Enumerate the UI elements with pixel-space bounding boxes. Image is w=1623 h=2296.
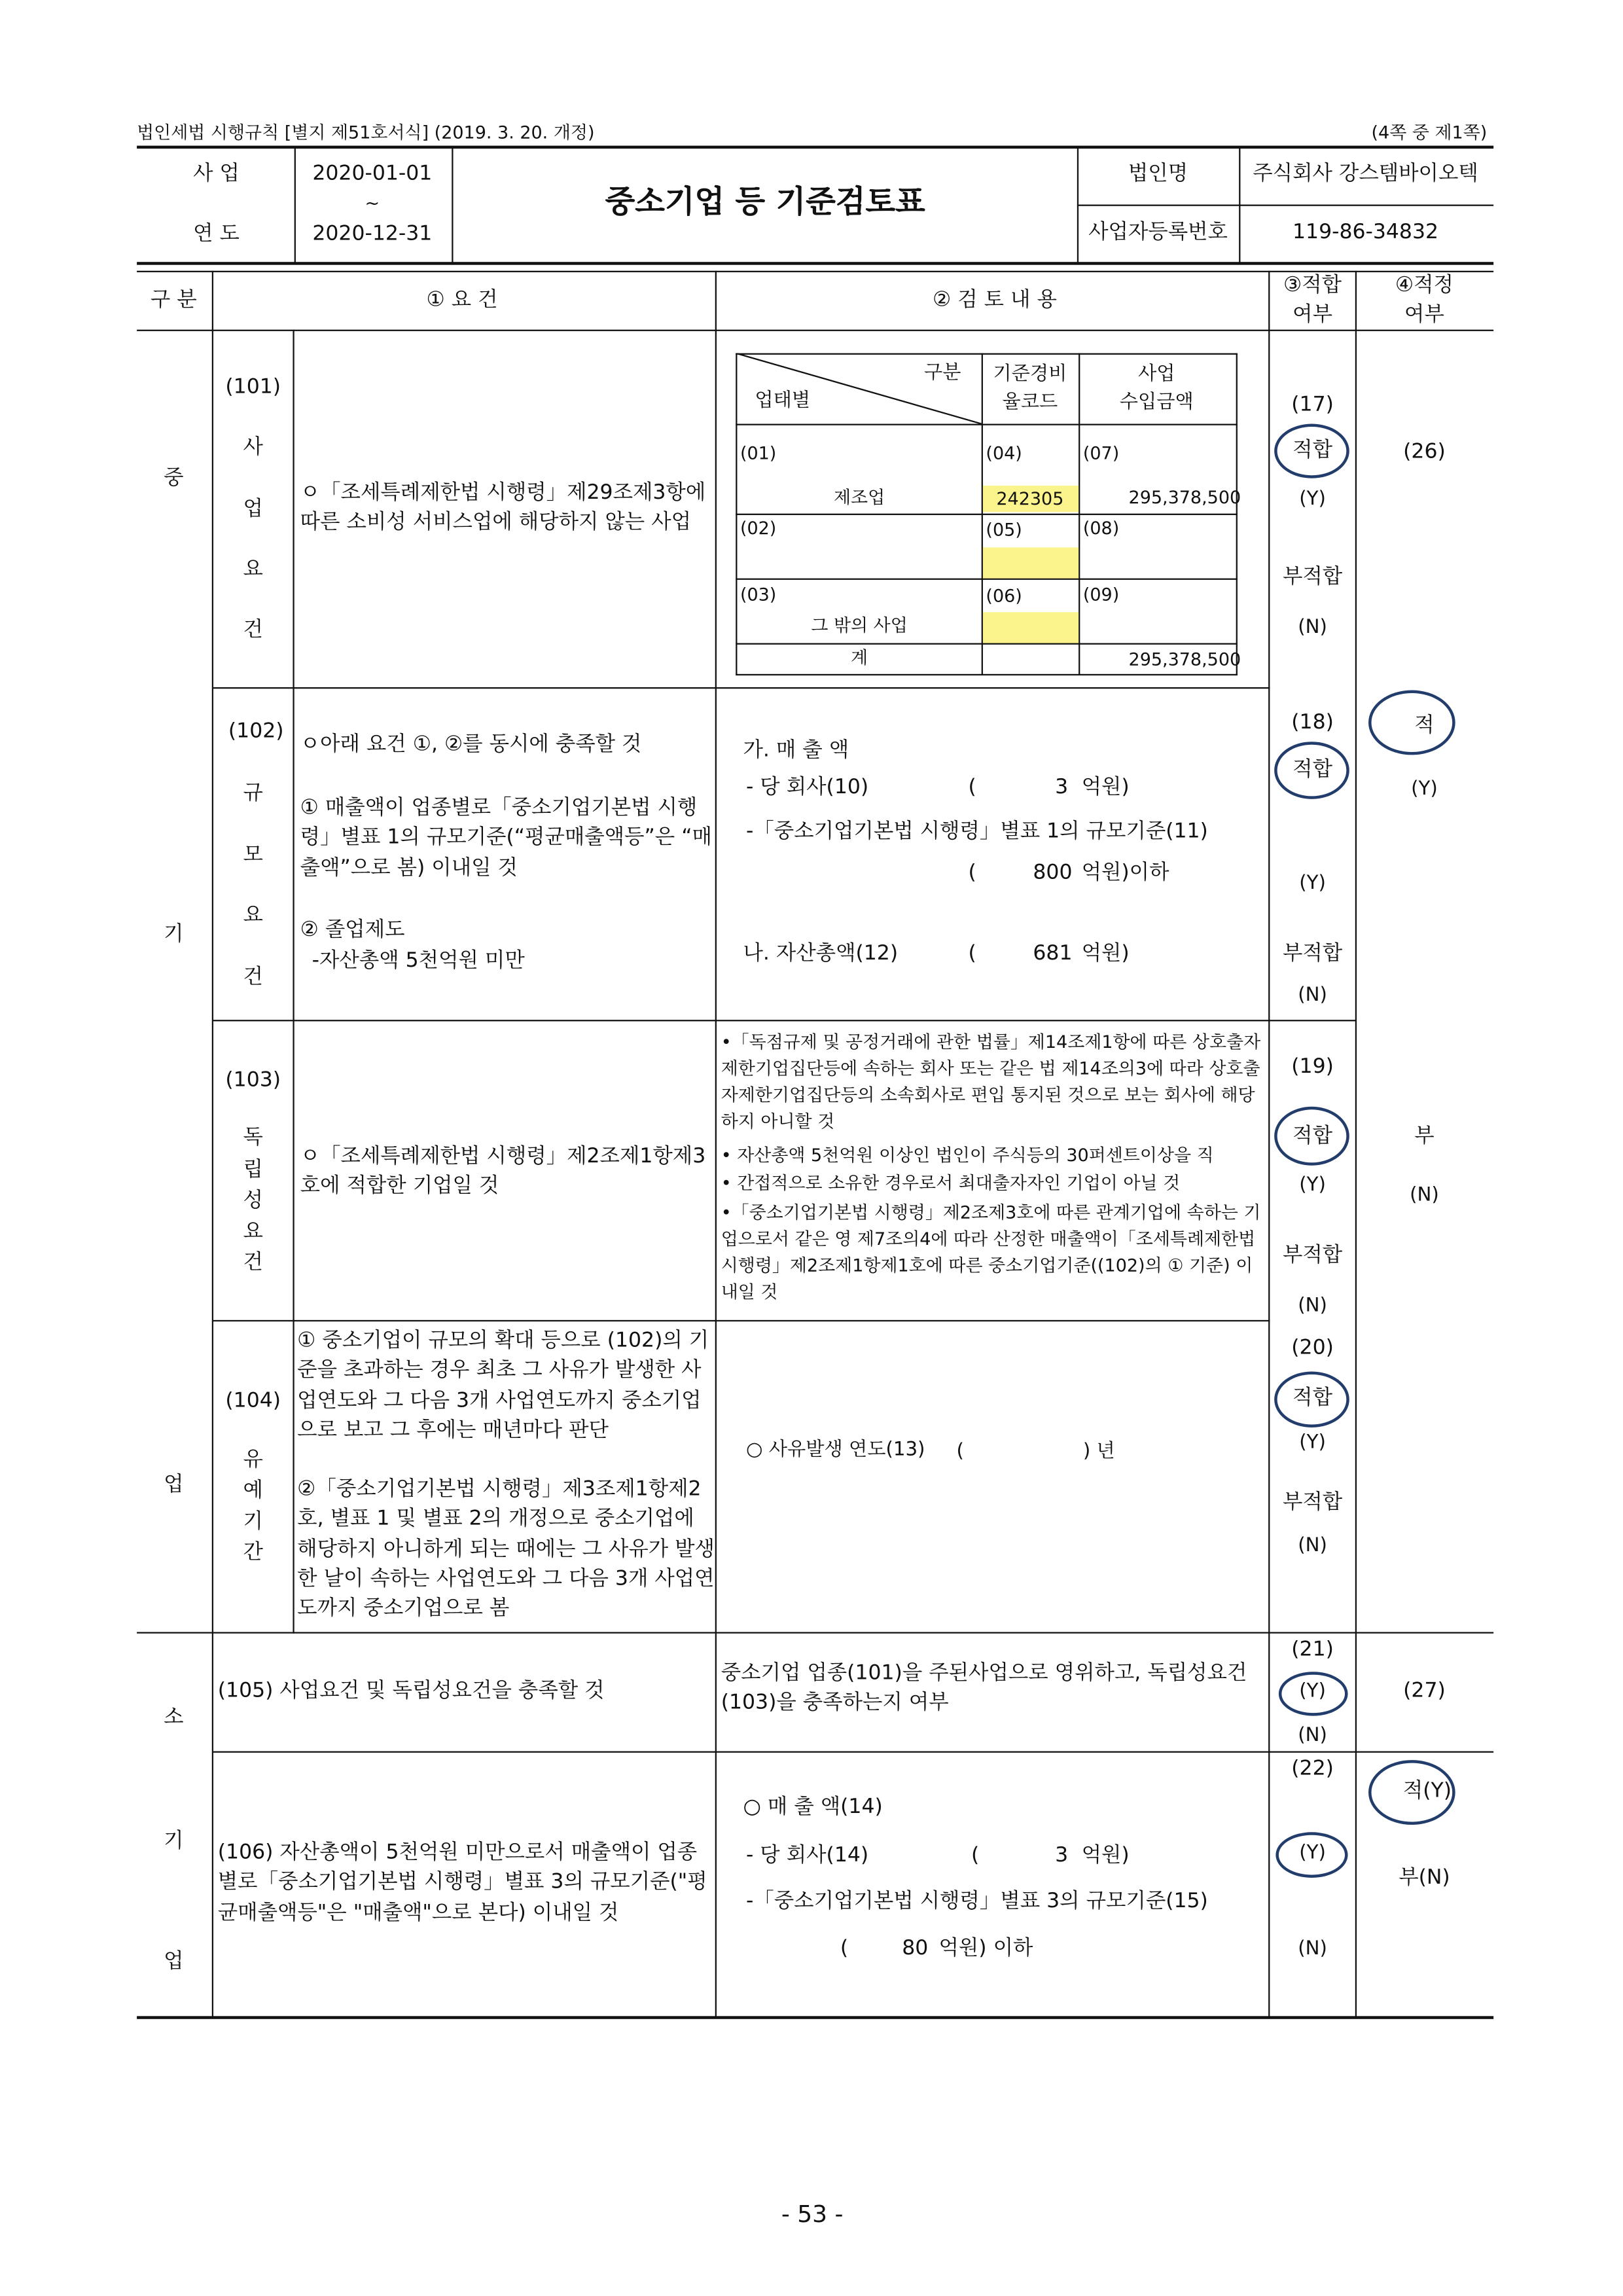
r101-fit-yes: 적합 <box>1293 439 1333 463</box>
r101-fit-y: (Y) <box>1299 488 1326 511</box>
r101-fit-code: (17) <box>1291 393 1334 417</box>
row-no: (01) <box>740 442 777 464</box>
row-name: 그 밖의 사업 <box>811 615 908 636</box>
r102-standard-value: 800 <box>1033 861 1073 885</box>
r106-review: - 당 회사(14) <box>745 1844 869 1868</box>
r104-code: (104) <box>225 1389 281 1413</box>
row-code-no: (06) <box>986 585 1022 607</box>
r103-label-char: 건 <box>243 1251 263 1275</box>
r102-fit-code: (18) <box>1291 710 1334 734</box>
period-start: 2020-01-01 <box>312 162 433 186</box>
r103-code: (103) <box>225 1068 281 1092</box>
r102-review: ( <box>968 775 976 799</box>
r103-fit-yes: 적합 <box>1293 1124 1333 1148</box>
r102-proper-y: (Y) <box>1411 778 1438 801</box>
r105-fit-code: (21) <box>1291 1638 1334 1662</box>
col-review: ② 검 토 내 용 <box>932 288 1057 312</box>
r104-label-char: 간 <box>243 1541 263 1565</box>
r102-review: -「중소기업기본법 시행령」별표 1의 규모기준(11) <box>745 819 1208 844</box>
r102-requirement: ① 매출액이 업종별로「중소기업기본법 시행령」별표 1의 규모기준(“평균매출액등”은 “매출액”으로 봄) 이내일 것 <box>300 796 712 880</box>
r104-fit-y: (Y) <box>1299 1431 1326 1454</box>
highlight-cell <box>983 612 1079 643</box>
corp-name-label: 법인명 <box>1128 162 1188 186</box>
col-fit: ③적합 <box>1283 274 1342 298</box>
r103-label-char: 립 <box>243 1158 263 1182</box>
r104-fit-code: (20) <box>1291 1336 1334 1360</box>
category-small: 소 <box>164 1705 184 1729</box>
category-sme: 기 <box>164 922 184 946</box>
r106-proper-yes: 적(Y) <box>1402 1779 1452 1803</box>
r106-review: ( <box>840 1936 849 1960</box>
r103-review: •「독점규제 및 공정거래에 관한 법률」제14조제1항에 따른 상호출자제한기업집단등에 속하는 회사 또는 같은 법 제14조의3에 따라 상호출자제한기업집단등의 소속회사로 편입 통지된 것으로 보는 회사에 해당하지 아니할 것 <box>721 1031 1261 1132</box>
row-no: (02) <box>740 518 777 539</box>
row-rev-no: (08) <box>1082 518 1120 539</box>
r102-revenue-value: 3 <box>1055 775 1069 799</box>
r103-review: • 간접적으로 소유한 경우로서 최대출자자인 기업이 아닐 것 <box>721 1172 1181 1194</box>
r105-fit-n: (N) <box>1298 1725 1327 1747</box>
r104-requirement: ②「중소기업기본법 시행령」제3조제1항제2호, 별표 1 및 별표 2의 개정으로 중소기업에 해당하지 아니하게 되는 때에는 그 사유가 발생한 날이 속하는 사업연도와 그 다음 3개 사업연도까지 중소기업으로 봄 <box>297 1477 715 1621</box>
rule <box>137 262 1493 264</box>
category-sme: 업 <box>164 1473 184 1497</box>
r103-proper-n: (N) <box>1410 1184 1439 1207</box>
row-code-no: (04) <box>986 442 1022 464</box>
total-label: 계 <box>851 647 868 668</box>
r103-label-char: 요 <box>243 1219 263 1244</box>
r103-label-char: 독 <box>243 1126 263 1150</box>
r104-label-char: 유 <box>243 1448 263 1472</box>
table-h-revenue: 수입금액 <box>1119 391 1194 414</box>
r105-proper: (27) <box>1403 1679 1446 1703</box>
r101-label-char: 사 <box>243 435 263 459</box>
row-no: (03) <box>740 584 777 605</box>
r103-requirement: ㅇ「조세특례제한법 시행령」제2조제1항제3호에 적합한 기업일 것 <box>300 1145 706 1198</box>
r102-requirement: ② 졸업제도 <box>300 918 405 942</box>
r102-fit-y: (Y) <box>1299 872 1326 895</box>
row-revenue: 295,378,500 <box>1128 487 1241 508</box>
col-proper: ④적정 <box>1395 274 1454 298</box>
rule <box>213 1020 1357 1021</box>
r104-fit-no: 부적합 <box>1282 1490 1343 1515</box>
r102-label-char: 요 <box>243 903 263 927</box>
rule <box>1077 205 1493 206</box>
rule <box>452 147 453 264</box>
rule <box>736 674 1238 675</box>
r102-review: 억원) <box>1081 775 1130 799</box>
biz-no: 119-86-34832 <box>1293 221 1439 245</box>
r101-label-char: 건 <box>243 618 263 642</box>
page-reference: (4쪽 중 제1쪽) <box>1371 122 1488 143</box>
r104-review: ( <box>956 1441 964 1463</box>
fiscal-year-label: 사 업 <box>193 162 240 186</box>
r102-proper-yes: 적 <box>1414 713 1435 738</box>
rule <box>137 271 1493 272</box>
r102-asset-value: 681 <box>1033 941 1073 965</box>
r102-code: (102) <box>228 719 284 744</box>
r101-proper: (26) <box>1403 440 1446 464</box>
r105-review: 중소기업 업종(101)을 주된사업으로 영위하고, 독립성요건(103)을 충족하는지 여부 <box>721 1661 1247 1715</box>
row-code: 242305 <box>996 488 1064 509</box>
rule <box>1355 271 1357 2018</box>
r101-fit-n: (N) <box>1298 617 1327 639</box>
total-revenue: 295,378,500 <box>1128 649 1241 670</box>
rule <box>736 424 1238 425</box>
r102-review: 억원)이하 <box>1081 861 1169 885</box>
row-name: 제조업 <box>833 487 885 508</box>
r102-fit-yes: 적합 <box>1293 757 1333 781</box>
col-fit-sub: 여부 <box>1293 303 1333 327</box>
r106-revenue-value: 3 <box>1055 1844 1069 1868</box>
r106-review: ( <box>971 1844 980 1868</box>
selection-circle <box>1368 691 1455 755</box>
rule <box>137 330 1493 331</box>
rule <box>294 147 296 264</box>
page-title: 중소기업 등 기준검토표 <box>605 184 925 220</box>
r104-label-char: 기 <box>243 1509 263 1534</box>
r106-fit-y: (Y) <box>1299 1842 1326 1865</box>
biz-no-label: 사업자등록번호 <box>1088 221 1228 245</box>
rule <box>736 579 1238 580</box>
r104-review: ○ 사유발생 연도(13) <box>745 1439 925 1462</box>
period-end: 2020-12-31 <box>312 222 433 246</box>
form-reference: 법인세법 시행규칙 [별지 제51호서식] (2019. 3. 20. 개정) <box>137 122 595 143</box>
table-h-code: 율코드 <box>1002 391 1058 414</box>
rule <box>1236 353 1238 675</box>
r102-review: 나. 자산총액(12) <box>743 941 899 965</box>
r102-review: ( <box>968 861 976 885</box>
r102-requirement: -자산총액 5천억원 미만 <box>312 949 525 973</box>
r102-label-char: 건 <box>243 965 263 989</box>
row-rev-no: (07) <box>1082 442 1120 464</box>
r102-label-char: 모 <box>243 843 263 867</box>
r103-fit-no: 부적합 <box>1282 1243 1343 1267</box>
r106-requirement: (106) 자산총액이 5천억원 미만으로서 매출액이 업종별로「중소기업기본법 시행령」별표 3의 규모기준("평균매출액등"은 "매출액"으로 본다) 이내일 것 <box>217 1840 707 1925</box>
r104-review: ) 년 <box>1082 1441 1115 1463</box>
rule <box>736 643 1238 645</box>
r102-review: ( <box>968 941 976 965</box>
r106-review: -「중소기업기본법 시행령」별표 3의 규모기준(15) <box>745 1889 1208 1913</box>
highlight-cell <box>983 547 1079 578</box>
r102-requirement: ㅇ아래 요건 ①, ②를 동시에 충족할 것 <box>300 732 642 757</box>
r104-fit-n: (N) <box>1298 1535 1327 1557</box>
r103-proper-no: 부 <box>1414 1124 1435 1148</box>
r106-fit-n: (N) <box>1298 1938 1327 1960</box>
corp-name: 주식회사 강스템바이오텍 <box>1253 162 1478 186</box>
r105-fit-y: (Y) <box>1299 1680 1326 1703</box>
r102-fit-n: (N) <box>1298 984 1327 1007</box>
rule <box>137 1632 1493 1633</box>
r104-label-char: 예 <box>243 1479 263 1503</box>
row-code-no: (05) <box>986 519 1022 541</box>
table-h-gubun: 구분 <box>924 362 961 384</box>
r101-fit-no: 부적합 <box>1282 565 1343 589</box>
rule <box>1079 353 1080 675</box>
rule <box>137 146 1493 149</box>
r102-label-char: 규 <box>243 781 263 805</box>
rule <box>1268 271 1270 2018</box>
r103-fit-code: (19) <box>1291 1055 1334 1079</box>
r106-review: 억원) <box>1081 1844 1130 1868</box>
r106-review: ○ 매 출 액(14) <box>743 1795 883 1820</box>
r106-review: 억원) 이하 <box>938 1936 1033 1960</box>
r101-label-char: 업 <box>243 497 263 521</box>
r103-review: • 자산총액 5천억원 이상인 법인이 주식등의 30퍼센트이상을 직 <box>721 1145 1214 1166</box>
category-small: 업 <box>164 1950 184 1974</box>
r106-fit-code: (22) <box>1291 1757 1334 1781</box>
col-category: 구 분 <box>150 288 197 312</box>
r101-requirement: ㅇ「조세특례제한법 시행령」제29조제3항에 따른 소비성 서비스업에 해당하지 않는 사업 <box>300 481 706 535</box>
rule <box>293 330 294 1634</box>
r103-label-char: 성 <box>243 1189 263 1213</box>
col-requirement: ① 요 건 <box>426 288 498 312</box>
r101-label-char: 요 <box>243 558 263 582</box>
r104-requirement: ① 중소기업이 규모의 확대 등으로 (102)의 기준을 초과하는 경우 최초 그 사유가 발생한 사업연도와 그 다음 3개 사업연도까지 중소기업으로 보고 그 후에는 매년마다 판단 <box>297 1329 709 1443</box>
rule <box>213 1751 1493 1753</box>
r103-review: •「중소기업기본법 시행령」제2조제3호에 따른 관계기업에 속하는 기업으로서 같은 영 제7조의4에 따라 산정한 매출액이「조세특례제한법 시행령」제2조제1항제1호에 따른 중소기업기준((102)의 ① 기준) 이내일 것 <box>721 1202 1261 1302</box>
r102-review: 가. 매 출 액 <box>743 738 849 762</box>
rule <box>213 1320 1270 1321</box>
r105-requirement: (105) 사업요건 및 독립성요건을 충족할 것 <box>217 1679 605 1703</box>
r102-fit-no: 부적합 <box>1282 941 1343 965</box>
rule <box>137 2016 1493 2018</box>
fiscal-year-label: 연 도 <box>193 222 240 246</box>
r103-fit-n: (N) <box>1298 1295 1327 1318</box>
r102-review: 억원) <box>1081 941 1130 965</box>
r106-standard-value: 80 <box>902 1936 929 1960</box>
period-tilde: ~ <box>365 192 380 214</box>
table-h-type: 업태별 <box>755 389 811 412</box>
row-rev-no: (09) <box>1082 584 1120 605</box>
r103-fit-y: (Y) <box>1299 1174 1326 1196</box>
r104-fit-yes: 적합 <box>1293 1386 1333 1410</box>
table-h-code: 기준경비 <box>993 363 1067 386</box>
r102-review: - 당 회사(10) <box>745 775 869 799</box>
col-proper-sub: 여부 <box>1404 303 1444 327</box>
rule <box>715 271 717 2018</box>
page-number: - 53 - <box>781 2200 844 2229</box>
rule <box>212 271 213 2018</box>
rule <box>736 514 1238 515</box>
category-small: 기 <box>164 1829 184 1853</box>
rule <box>213 687 1270 689</box>
category-sme: 중 <box>164 466 184 490</box>
r106-proper-no: 부(N) <box>1399 1865 1450 1890</box>
table-h-revenue: 사업 <box>1138 363 1175 386</box>
r101-code: (101) <box>225 375 281 399</box>
